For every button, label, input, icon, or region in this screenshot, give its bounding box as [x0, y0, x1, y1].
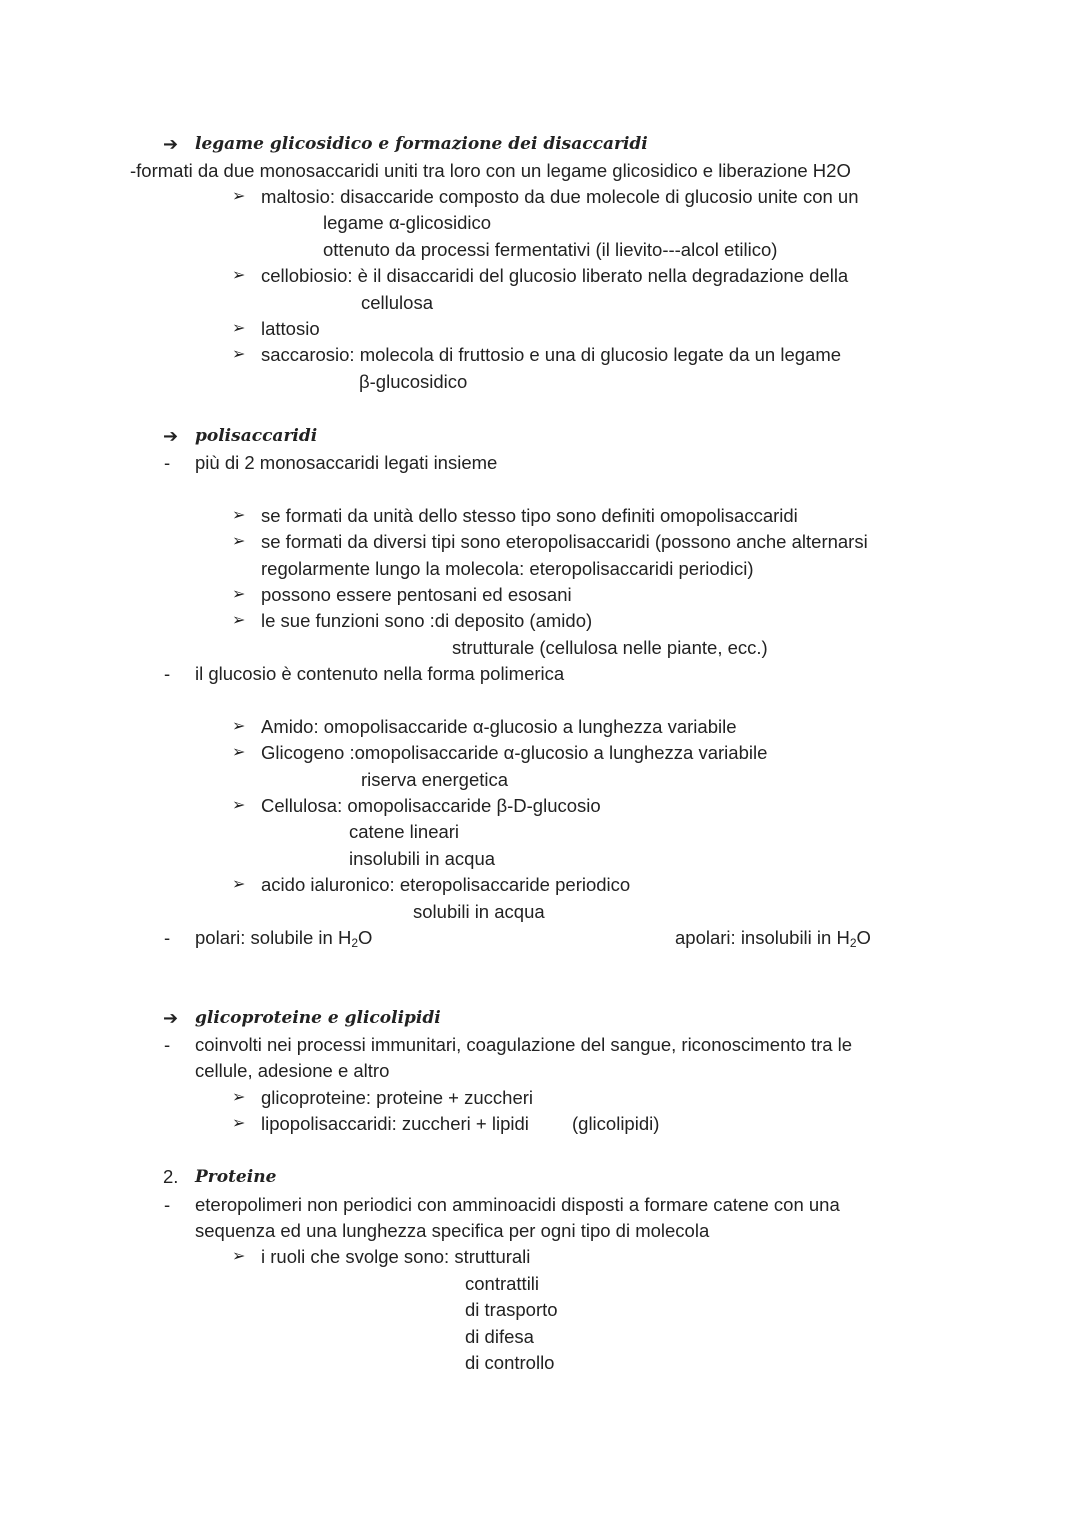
heading-glicoproteine: glicoproteine e glicolipidi — [195, 1008, 441, 1028]
h2o-formula — [836, 927, 870, 948]
text-polisacc-b2-1: se formati da diversi tipi sono eteropolisaccaridi (possono anche alternarsi — [261, 531, 868, 552]
text-ruolo-contrattili: contrattili — [465, 1273, 540, 1294]
subscript-2: 2 — [849, 936, 857, 950]
h-symbol: H — [337, 927, 352, 948]
heading-disaccaridi: legame glicosidico e formazione dei disaccaridi — [195, 134, 648, 154]
heading-polisaccaridi: polisaccaridi — [195, 426, 318, 446]
text-polisacc-b2-2: regolarmente lungo la molecola: eteropolisaccaridi periodici) — [261, 558, 754, 579]
triangle-bullet-icon: ➢ — [232, 718, 246, 735]
arrow-bullet-icon: ➔ — [163, 1008, 179, 1028]
text-polari — [195, 926, 372, 950]
triangle-bullet-icon: ➢ — [232, 797, 246, 814]
text-glico-def-1: coinvolti nei processi immunitari, coagulazione del sangue, riconoscimento tra le — [195, 1034, 853, 1055]
text-disacc-intro: -formati da due monosaccaridi uniti tra loro con un legame glicosidico e liberazione H2O — [130, 160, 851, 181]
text-proteine-def-2: sequenza ed una lunghezza specifica per ogni tipo di molecola — [195, 1220, 710, 1241]
text-cellulosa-2: catene lineari — [349, 821, 460, 842]
text-cellulosa-1: Cellulosa: omopolisaccaride β-D-glucosio — [261, 795, 601, 816]
h2o-formula — [338, 927, 372, 948]
text-polisacc-b4-1: le sue funzioni sono :di deposito (amido) — [261, 610, 593, 631]
arrow-bullet-icon: ➔ — [163, 134, 179, 154]
dash-bullet-icon: - — [164, 1034, 171, 1055]
text-polisacc-b1: se formati da unità dello stesso tipo sono definiti omopolisaccaridi — [261, 505, 798, 526]
o-symbol: O — [358, 927, 373, 948]
triangle-bullet-icon: ➢ — [232, 1089, 246, 1106]
text-glico-def-2: cellule, adesione e altro — [195, 1060, 390, 1081]
text-cellobiosio-1: cellobiosio: è il disaccaridi del glucosio liberato nella degradazione della — [261, 265, 849, 286]
triangle-bullet-icon: ➢ — [232, 320, 246, 337]
text-saccarosio-1: saccarosio: molecola di fruttosio e una di glucosio legate da un legame — [261, 344, 842, 365]
o-symbol: O — [856, 927, 871, 948]
text-cellulosa-3: insolubili in acqua — [349, 848, 496, 869]
text-maltosio-1: maltosio: disaccaride composto da due molecole di glucosio unite con un — [261, 186, 859, 207]
text-ialuronico-1: acido ialuronico: eteropolisaccaride periodico — [261, 874, 631, 895]
text-amido: Amido: omopolisaccaride α-glucosio a lunghezza variabile — [261, 716, 737, 737]
text-glicogeno-2: riserva energetica — [361, 769, 509, 790]
text-maltosio-2: legame α-glicosidico — [323, 212, 492, 233]
text-lattosio: lattosio — [261, 318, 320, 339]
text-ialuronico-2: solubili in acqua — [413, 901, 545, 922]
text-maltosio-3: ottenuto da processi fermentativi (il lievito---alcol etilico) — [323, 239, 778, 260]
text-ruolo-trasporto: di trasporto — [465, 1299, 558, 1320]
dash-bullet-icon: - — [164, 927, 171, 948]
triangle-bullet-icon: ➢ — [232, 507, 246, 524]
text-apolari — [675, 926, 871, 950]
apolari-label: apolari: insolubili in — [675, 927, 832, 948]
triangle-bullet-icon: ➢ — [232, 1115, 246, 1132]
dash-bullet-icon: - — [164, 1194, 171, 1215]
text-glicogeno-1: Glicogeno :omopolisaccaride α-glucosio a lunghezza variabile — [261, 742, 768, 763]
polari-label: polari: solubile in — [195, 927, 333, 948]
section-number: 2. — [163, 1166, 179, 1187]
text-proteine-def-1: eteropolimeri non periodici con amminoacidi disposti a formare catene con una — [195, 1194, 840, 1215]
triangle-bullet-icon: ➢ — [232, 586, 246, 603]
arrow-bullet-icon: ➔ — [163, 426, 179, 446]
text-glico-b2: lipopolisaccaridi: zuccheri + lipidi — [261, 1113, 529, 1134]
triangle-bullet-icon: ➢ — [232, 346, 246, 363]
text-saccarosio-2: β-glucosidico — [359, 371, 468, 392]
triangle-bullet-icon: ➢ — [232, 876, 246, 893]
triangle-bullet-icon: ➢ — [232, 188, 246, 205]
text-ruolo-difesa: di difesa — [465, 1326, 534, 1347]
text-glucosio: il glucosio è contenuto nella forma polimerica — [195, 663, 565, 684]
dash-bullet-icon: - — [164, 663, 171, 684]
text-glico-b2-note: (glicolipidi) — [572, 1113, 660, 1134]
text-ruoli: i ruoli che svolge sono: strutturali — [261, 1246, 531, 1267]
text-cellobiosio-2: cellulosa — [361, 292, 433, 313]
triangle-bullet-icon: ➢ — [232, 267, 246, 284]
heading-proteine: Proteine — [195, 1167, 277, 1187]
triangle-bullet-icon: ➢ — [232, 612, 246, 629]
text-glico-b1: glicoproteine: proteine + zuccheri — [261, 1087, 534, 1108]
subscript-2: 2 — [351, 936, 359, 950]
h-symbol: H — [836, 927, 850, 948]
triangle-bullet-icon: ➢ — [232, 1248, 246, 1265]
text-ruolo-controllo: di controllo — [465, 1352, 555, 1373]
text-polisacc-b3: possono essere pentosani ed esosani — [261, 584, 572, 605]
dash-bullet-icon: - — [164, 452, 171, 473]
text-polisacc-def: più di 2 monosaccaridi legati insieme — [195, 452, 498, 473]
triangle-bullet-icon: ➢ — [232, 744, 246, 761]
text-polisacc-b4-2: strutturale (cellulosa nelle piante, ecc.) — [452, 637, 768, 658]
triangle-bullet-icon: ➢ — [232, 533, 246, 550]
